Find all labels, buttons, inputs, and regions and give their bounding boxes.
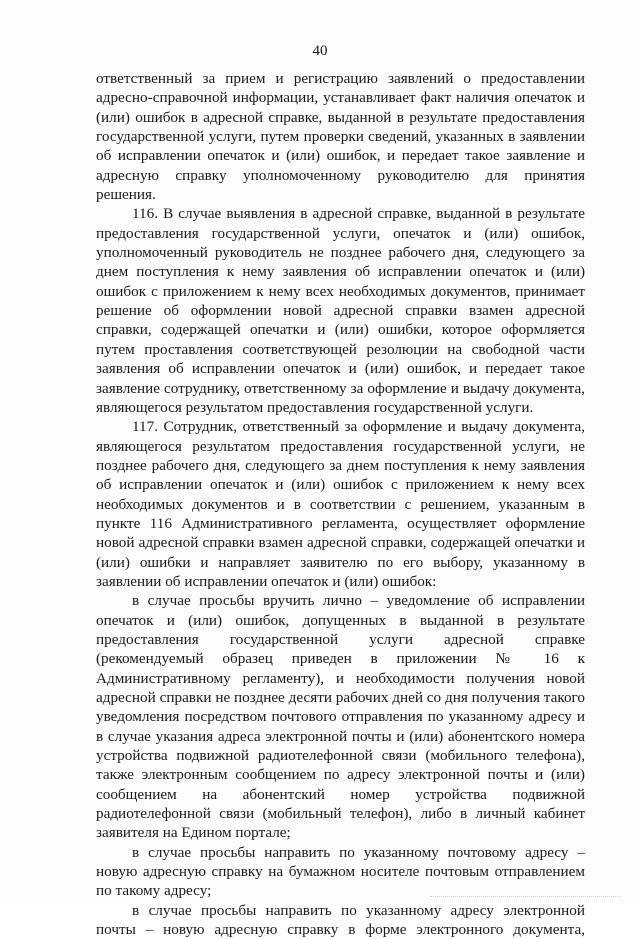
page-number: 40 <box>312 43 328 59</box>
document-body <box>96 69 585 939</box>
scan-edge-mark <box>430 896 620 899</box>
paragraph-item-116: 116. В случае выявления в адресной справке, выданной в результате предоставления государственной услуги, опечаток и (или) ошибок, уполномоченный руководитель не позднее рабочего дня, следующего за днем поступления к нему заявления об исправлении опечаток и (или) ошибок с приложением к нему всех необходимых документов, принимает решение об оформлении новой адресной справки взамен адресной справки, содержащей опечатки и (или) ошибки, которое оформляется путем проставления соответствующей резолюции на свободной части заявления об исправлении опечаток и (или) ошибок, и передает такое заявление сотруднику, ответственному за оформление и выдачу документа, являющегося результатом предоставления государственной услуги. <box>96 205 585 416</box>
paragraph-email-address: в случае просьбы направить по указанному адресу электронной почты – новую адресную справку в форме электронного документа, <box>96 901 585 939</box>
paragraph-deliver-in-person: в случае просьбы вручить лично – уведомление об исправлении опечаток и (или) ошибок, допущенных в выданной в результате предоставления государственной услуги адресной справке (рекомендуемый образец приведен в приложении № 16 к Административному регламенту), и необходимости получения новой адресной справки не позднее десяти рабочих дней со дня получения такого уведомления посредством почтового отправления по указанному адресу и в случае указания адреса электронной почты и (или) абонентского номера устройства подвижной радиотелефонной связи (мобильного телефона), также электронным сообщением по адресу электронной почты и (или) сообщением на абонентский номер устройства подвижной радиотелефонной связи (мобильный телефон), либо в личный кабинет заявителя на Едином портале; <box>96 592 585 842</box>
paragraph-postal-address: в случае просьбы направить по указанному почтовому адресу – новую адресную справку на бумажном носителе почтовым отправлением по такому адресу; <box>96 843 585 900</box>
paragraph-continuation: ответственный за прием и регистрацию заявлений о предоставлении адресно-справочной информации, устанавливает факт наличия опечаток и (или) ошибок в адресной справке, выданной в результате предоставления государственной услуги, путем проверки сведений, указанных в заявлении об исправлении опечаток и (или) ошибок, и передает такое заявление и адресную справку уполномоченному руководителю для принятия решения. <box>96 70 585 204</box>
paragraph-item-117: 117. Сотрудник, ответственный за оформление и выдачу документа, являющегося результатом предоставления государственной услуги, не позднее рабочего дня, следующего за днем поступления к нему заявления об исправлении опечаток и (или) ошибок с приложением к нему всех необходимых документов и в соответствии с решением, указанным в пункте 116 Административного регламента, осуществляет оформление новой адресной справки взамен адресной справки, содержащей опечатки и (или) ошибки и направляет заявителю по его выбору, указанному в заявлении об исправлении опечаток и (или) ошибок: <box>96 418 585 590</box>
